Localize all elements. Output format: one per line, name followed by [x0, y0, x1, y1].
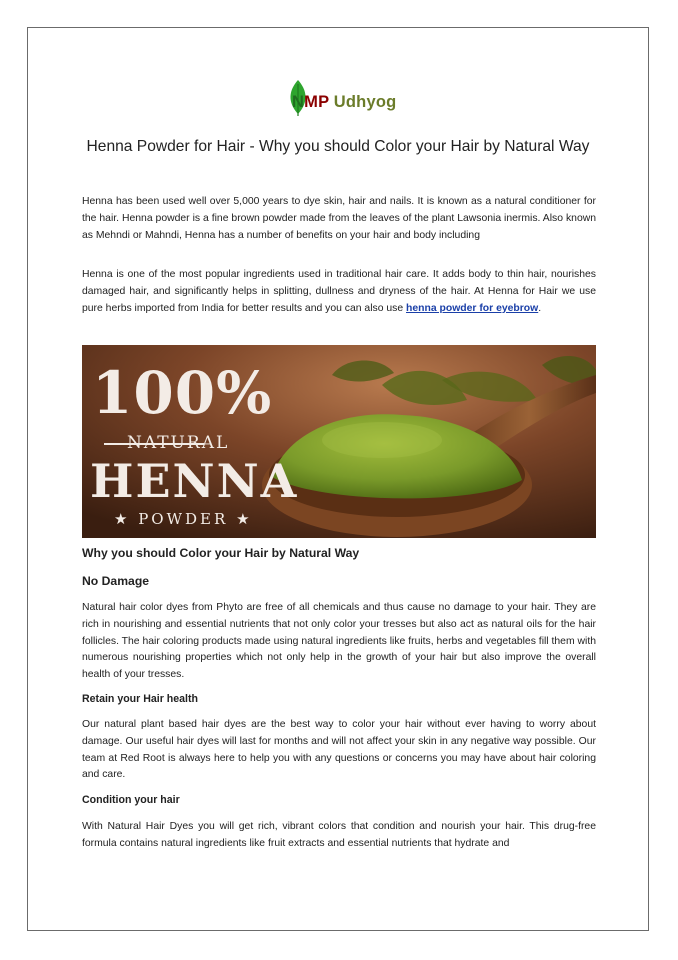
intro-paragraph-2	[82, 267, 596, 317]
heading-condition-hair: Condition your hair	[82, 794, 180, 806]
logo-letters-mp: MP	[304, 93, 329, 111]
hero-text-powder-label: POWDER	[138, 510, 229, 528]
henna-eyebrow-link[interactable]: henna powder for eyebrow	[406, 302, 539, 314]
heading-retain-hair-health: Retain your Hair health	[82, 693, 198, 705]
logo-text	[292, 93, 396, 112]
hero-text-100-percent: 100%	[92, 359, 273, 427]
intro-paragraph-1: Henna has been used well over 5,000 years to dye skin, hair and nails. It is known as a natural conditioner for the hair. Henna powder is a fine brown powder made from the leaves of the plant Lawsonia inermis. Also known as Mehndi or Mahndi, Henna has a number of benefits on your hair and body including	[82, 196, 596, 241]
section-title: Why you should Color your Hair by Natural Way	[82, 546, 360, 560]
intro-paragraph-2-text: Henna is one of the most popular ingredients used in traditional hair care. It adds body to thin hair, nourishes damaged hair, and significantly helps in splitting, dullness and dryness of the hair. At Henna for Hair we use pure herbs imported from India for better results and you can also use	[82, 269, 596, 314]
hero-image	[82, 345, 596, 538]
heading-no-damage: No Damage	[82, 574, 150, 588]
logo-letter-n: N	[292, 93, 305, 111]
hero-text-natural-label: NATURAL	[127, 433, 230, 453]
logo-word-udhyog: Udhyog	[328, 93, 397, 111]
paragraph-no-damage: Natural hair color dyes from Phyto are free of all chemicals and thus cause no damage to your hair. They are rich in nourishing and essential nutrients that not only color your tresses but also act as natural oils for the hair follicles. The hair coloring products made using natural ingredients like fruits, herbs and vegetables fill them with numerous nourishing properties which not only help in the growth of your hair but also improve the overall health of your tresses.	[82, 602, 596, 681]
hero-text-powder: ★ POWDER ★	[114, 510, 253, 528]
paragraph-condition-hair: With Natural Hair Dyes you will get rich, vibrant colors that condition and nourish your hair. This drug-free formula contains natural ingredients like fruit extracts and essential nutrients that hydrate and	[82, 821, 596, 849]
hero-text-henna: HENNA	[90, 454, 299, 508]
intro-paragraph-2-end: .	[538, 302, 542, 314]
paragraph-retain-hair-health: Our natural plant based hair dyes are the best way to color your hair without ever having to worry about damage. Our useful hair dyes will last for months and will not affect your skin in any negative way possible. Our team at Red Root is always here to help you with any questions or concerns you may have about hair coloring and care.	[82, 719, 596, 781]
page-title: Henna Powder for Hair - Why you should Color your Hair by Natural Way	[86, 138, 590, 155]
logo	[285, 78, 410, 120]
hero-text-natural	[117, 431, 229, 455]
